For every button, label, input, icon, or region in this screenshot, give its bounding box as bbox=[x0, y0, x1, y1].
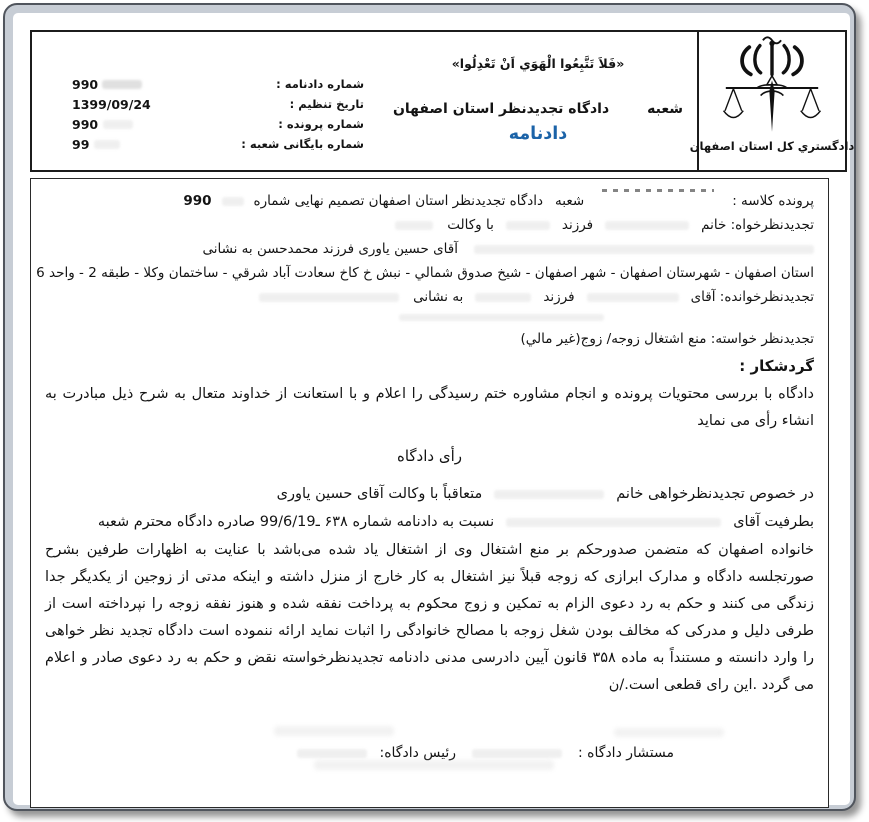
signature-smudge bbox=[314, 760, 554, 770]
redacted-signature bbox=[297, 749, 367, 758]
subject-text: تجدیدنظر خواسته: منع اشتغال زوجه/ زوج(غیر مالي) bbox=[520, 331, 814, 347]
branch-word: شعبه bbox=[555, 193, 585, 209]
field-date bbox=[72, 94, 364, 114]
field-archive-number bbox=[72, 134, 364, 154]
child-of: فرزند bbox=[543, 289, 575, 305]
letterhead-center bbox=[362, 56, 714, 144]
signature-smudge bbox=[614, 728, 724, 737]
field-label: شماره دادنامه : bbox=[276, 77, 364, 91]
redacted-text bbox=[475, 293, 531, 302]
document-page bbox=[13, 13, 855, 805]
field-label: تاریخ تنظیم : bbox=[289, 97, 364, 111]
field-case-number bbox=[72, 114, 364, 134]
attorney-address-line bbox=[36, 261, 814, 285]
signature-smudge bbox=[274, 726, 394, 736]
child-of: فرزند bbox=[561, 217, 594, 233]
court-decision: دادگاه تجدیدنظر استان اصفهان تصمیم نهایی شماره bbox=[253, 193, 544, 209]
org-name: دادگستري کل استان اصفهان bbox=[689, 139, 855, 153]
field-value: 990 bbox=[72, 77, 142, 92]
subject-line bbox=[45, 327, 814, 351]
president-label: رئیس دادگاه: bbox=[379, 745, 457, 761]
redacted-signature bbox=[472, 749, 562, 758]
signatures-line bbox=[45, 740, 814, 766]
field-value: 1399/09/24 bbox=[72, 96, 151, 112]
field-value: 99 bbox=[72, 137, 120, 152]
appellant-line bbox=[45, 213, 814, 237]
redacted-text bbox=[259, 293, 399, 302]
redacted-text bbox=[602, 189, 714, 192]
court-name: دادگاه تجدیدنظر استان اصفهان bbox=[392, 101, 610, 117]
redacted-text bbox=[395, 221, 433, 230]
redacted-text bbox=[506, 518, 721, 527]
verdict-heading: رأی دادگاه bbox=[396, 447, 463, 465]
redacted-text bbox=[494, 490, 604, 499]
branch-prefix: شعبه bbox=[647, 101, 684, 117]
counselor-label: مستشار دادگاه : bbox=[578, 745, 674, 761]
versus-label: بطرفیت آقای bbox=[733, 514, 814, 530]
respondent-label: تجدیدنظرخوانده: آقای bbox=[690, 289, 814, 305]
procedure-heading: گردشکار : bbox=[739, 357, 814, 375]
judgment-body bbox=[30, 178, 829, 808]
redacted-text bbox=[474, 245, 814, 254]
field-judgment-number bbox=[72, 74, 364, 94]
judiciary-scales-icon bbox=[721, 35, 823, 141]
quran-verse: «فَلاَ تَتَّبِعُوا الْهَوَي اَنْ تَعْدِلُوا» bbox=[451, 56, 625, 71]
address-label: به نشانی bbox=[413, 289, 464, 305]
redacted-text bbox=[222, 197, 244, 206]
verdict-opening: در خصوص تجدیدنظرخواهی خانم bbox=[616, 486, 814, 502]
procedure-text: دادگاه با بررسی محتویات پرونده و انجام مشاوره ختم رسیدگی را اعلام و با استعانت از خداوند متعال به شرح ذیل مبادرت به انشاء رأی می نماید bbox=[45, 386, 814, 429]
redacted-text bbox=[399, 314, 604, 321]
redacted-text bbox=[103, 120, 133, 129]
file-label: پرونده کلاسه : bbox=[732, 193, 814, 209]
redacted-text bbox=[94, 140, 120, 149]
redacted-address-line bbox=[45, 309, 814, 325]
verdict-text: خانواده اصفهان که متضمن صدورحکم بر منع اشتغال وی از اشتغال یاد شده می‌باشد با عنایت به اظهارات طرفین بشرح صورتجلسه دادگاه و مدارک ابرازی که زوجه قبلاً نیز اشتغال به کار خارج از منزل داشته و اینکه مدتی از زوجین از یکدیگر جدا زندگی می کنند و حکم به رد دعوی الزام به تمکین و زوج محکوم به پرداخت نفقه شده و هنوز نفقه زوجه را نپرداخته است از طرفی دلیل و مدرکی که مخالف بودن شغل زوجه با مصالح خانوادگی را اثبات نماید ارائه ننموده است دادگاه تجدید نظر خواهی را وارد دانسته و مستنداً به ماده ۳۵۸ قانون آیین دادرسی مدنی دادنامه تجدیدنظرخواسته نقض و حکم به رد دعوی صادر و اعلام می گردد .این رای قطعی است./ن bbox=[45, 542, 814, 693]
letterhead-fields bbox=[72, 74, 364, 154]
redacted-text bbox=[506, 221, 550, 230]
attorney-address: استان اصفهان - شهرستان اصفهان - شهر اصفهان - شیخ صدوق شمالي - نبش خ کاخ سعادت آباد شرقي - ساختمان وکلا - طبقه 2 - واحد 6 bbox=[36, 265, 814, 281]
decision-number: 990 bbox=[183, 193, 212, 209]
judiciary-logo-box bbox=[689, 30, 855, 172]
field-label: شماره پرونده : bbox=[278, 117, 364, 131]
verdict-attorney: متعاقباً با وکالت آقای حسین یاوری bbox=[276, 486, 483, 502]
attorney-name-address: آقای حسین یاوری فرزند محمدحسن به نشانی bbox=[202, 241, 458, 257]
with-attorney: با وکالت bbox=[447, 217, 494, 233]
field-value: 990 bbox=[72, 117, 133, 132]
redacted-text bbox=[587, 293, 679, 302]
respondent-line bbox=[45, 285, 814, 309]
outer-frame bbox=[3, 3, 856, 811]
redacted-text bbox=[102, 80, 142, 89]
verdict-opening-line bbox=[45, 482, 814, 506]
court-branch-line bbox=[362, 101, 714, 117]
redacted-text bbox=[605, 221, 689, 230]
field-label: شماره بایگانی شعبه : bbox=[241, 137, 364, 151]
appellant-label: تجدیدنظرخواه: خانم bbox=[701, 217, 814, 233]
attorney-line bbox=[45, 237, 814, 261]
referenced-judgment: نسبت به دادنامه شماره ۶۳۸ ـ99/6/19 صادره دادگاه محترم شعبه bbox=[97, 514, 495, 530]
document-title: دادنامه bbox=[508, 124, 568, 144]
verdict-versus-line bbox=[45, 510, 814, 534]
case-file-line bbox=[45, 189, 814, 213]
